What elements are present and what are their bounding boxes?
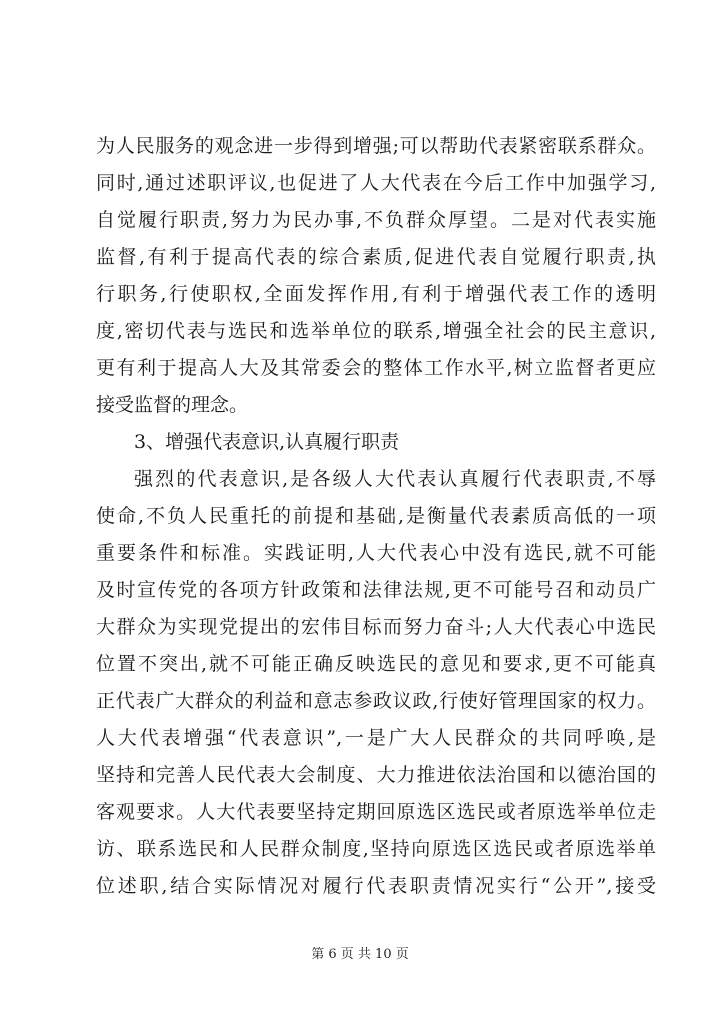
text-line: 自觉履行职责,努力为民办事,不负群众厚望。二是对代表实施 xyxy=(96,209,656,231)
text-line: 强烈的代表意识,是各级人大代表认真履行代表职责,不辱 xyxy=(134,468,656,490)
text-line: 为人民服务的观念进一步得到增强;可以帮助代表紧密联系群众。 xyxy=(96,135,656,157)
text-line: 行职务,行使职权,全面发挥作用,有利于增强代表工作的透明 xyxy=(96,283,656,305)
text-line: 使命,不负人民重托的前提和基础,是衡量代表素质高低的一项 xyxy=(96,505,656,527)
text-line: 人大代表增强“代表意识”,一是广大人民群众的共同呼唤,是 xyxy=(96,727,656,749)
text-line: 更有利于提高人大及其常委会的整体工作水平,树立监督者更应 xyxy=(96,357,656,379)
text-line: 访、联系选民和人民群众制度,坚持向原选区选民或者原选举单 xyxy=(96,838,656,860)
body-text xyxy=(96,128,656,905)
text-line: 正代表广大群众的利益和意志参政议政,行使好管理国家的权力。 xyxy=(96,690,656,712)
text-line: 坚持和完善人民代表大会制度、大力推进依法治国和以德治国的 xyxy=(96,764,656,786)
text-line: 重要条件和标准。实践证明,人大代表心中没有选民,就不可能 xyxy=(96,542,656,564)
text-line: 位置不突出,就不可能正确反映选民的意见和要求,更不可能真 xyxy=(96,653,656,675)
section-heading: 3、增强代表意识,认真履行职责 xyxy=(134,431,400,453)
text-line: 度,密切代表与选民和选举单位的联系,增强全社会的民主意识, xyxy=(96,320,656,342)
text-line: 及时宣传党的各项方针政策和法律法规,更不可能号召和动员广 xyxy=(96,579,656,601)
text-line: 大群众为实现党提出的宏伟目标而努力奋斗;人大代表心中选民 xyxy=(96,616,656,638)
text-line: 同时,通过述职评议,也促进了人大代表在今后工作中加强学习, xyxy=(96,172,656,194)
text-line: 位述职,结合实际情况对履行代表职责情况实行“公开”,接受 xyxy=(96,875,656,897)
text-line: 监督,有利于提高代表的综合素质,促进代表自觉履行职责,执 xyxy=(96,246,656,268)
page-number-footer: 第 6 页 共 10 页 xyxy=(311,947,409,962)
text-line: 接受监督的理念。 xyxy=(96,394,249,416)
text-line: 客观要求。人大代表要坚持定期回原选区选民或者原选举单位走 xyxy=(96,801,656,823)
